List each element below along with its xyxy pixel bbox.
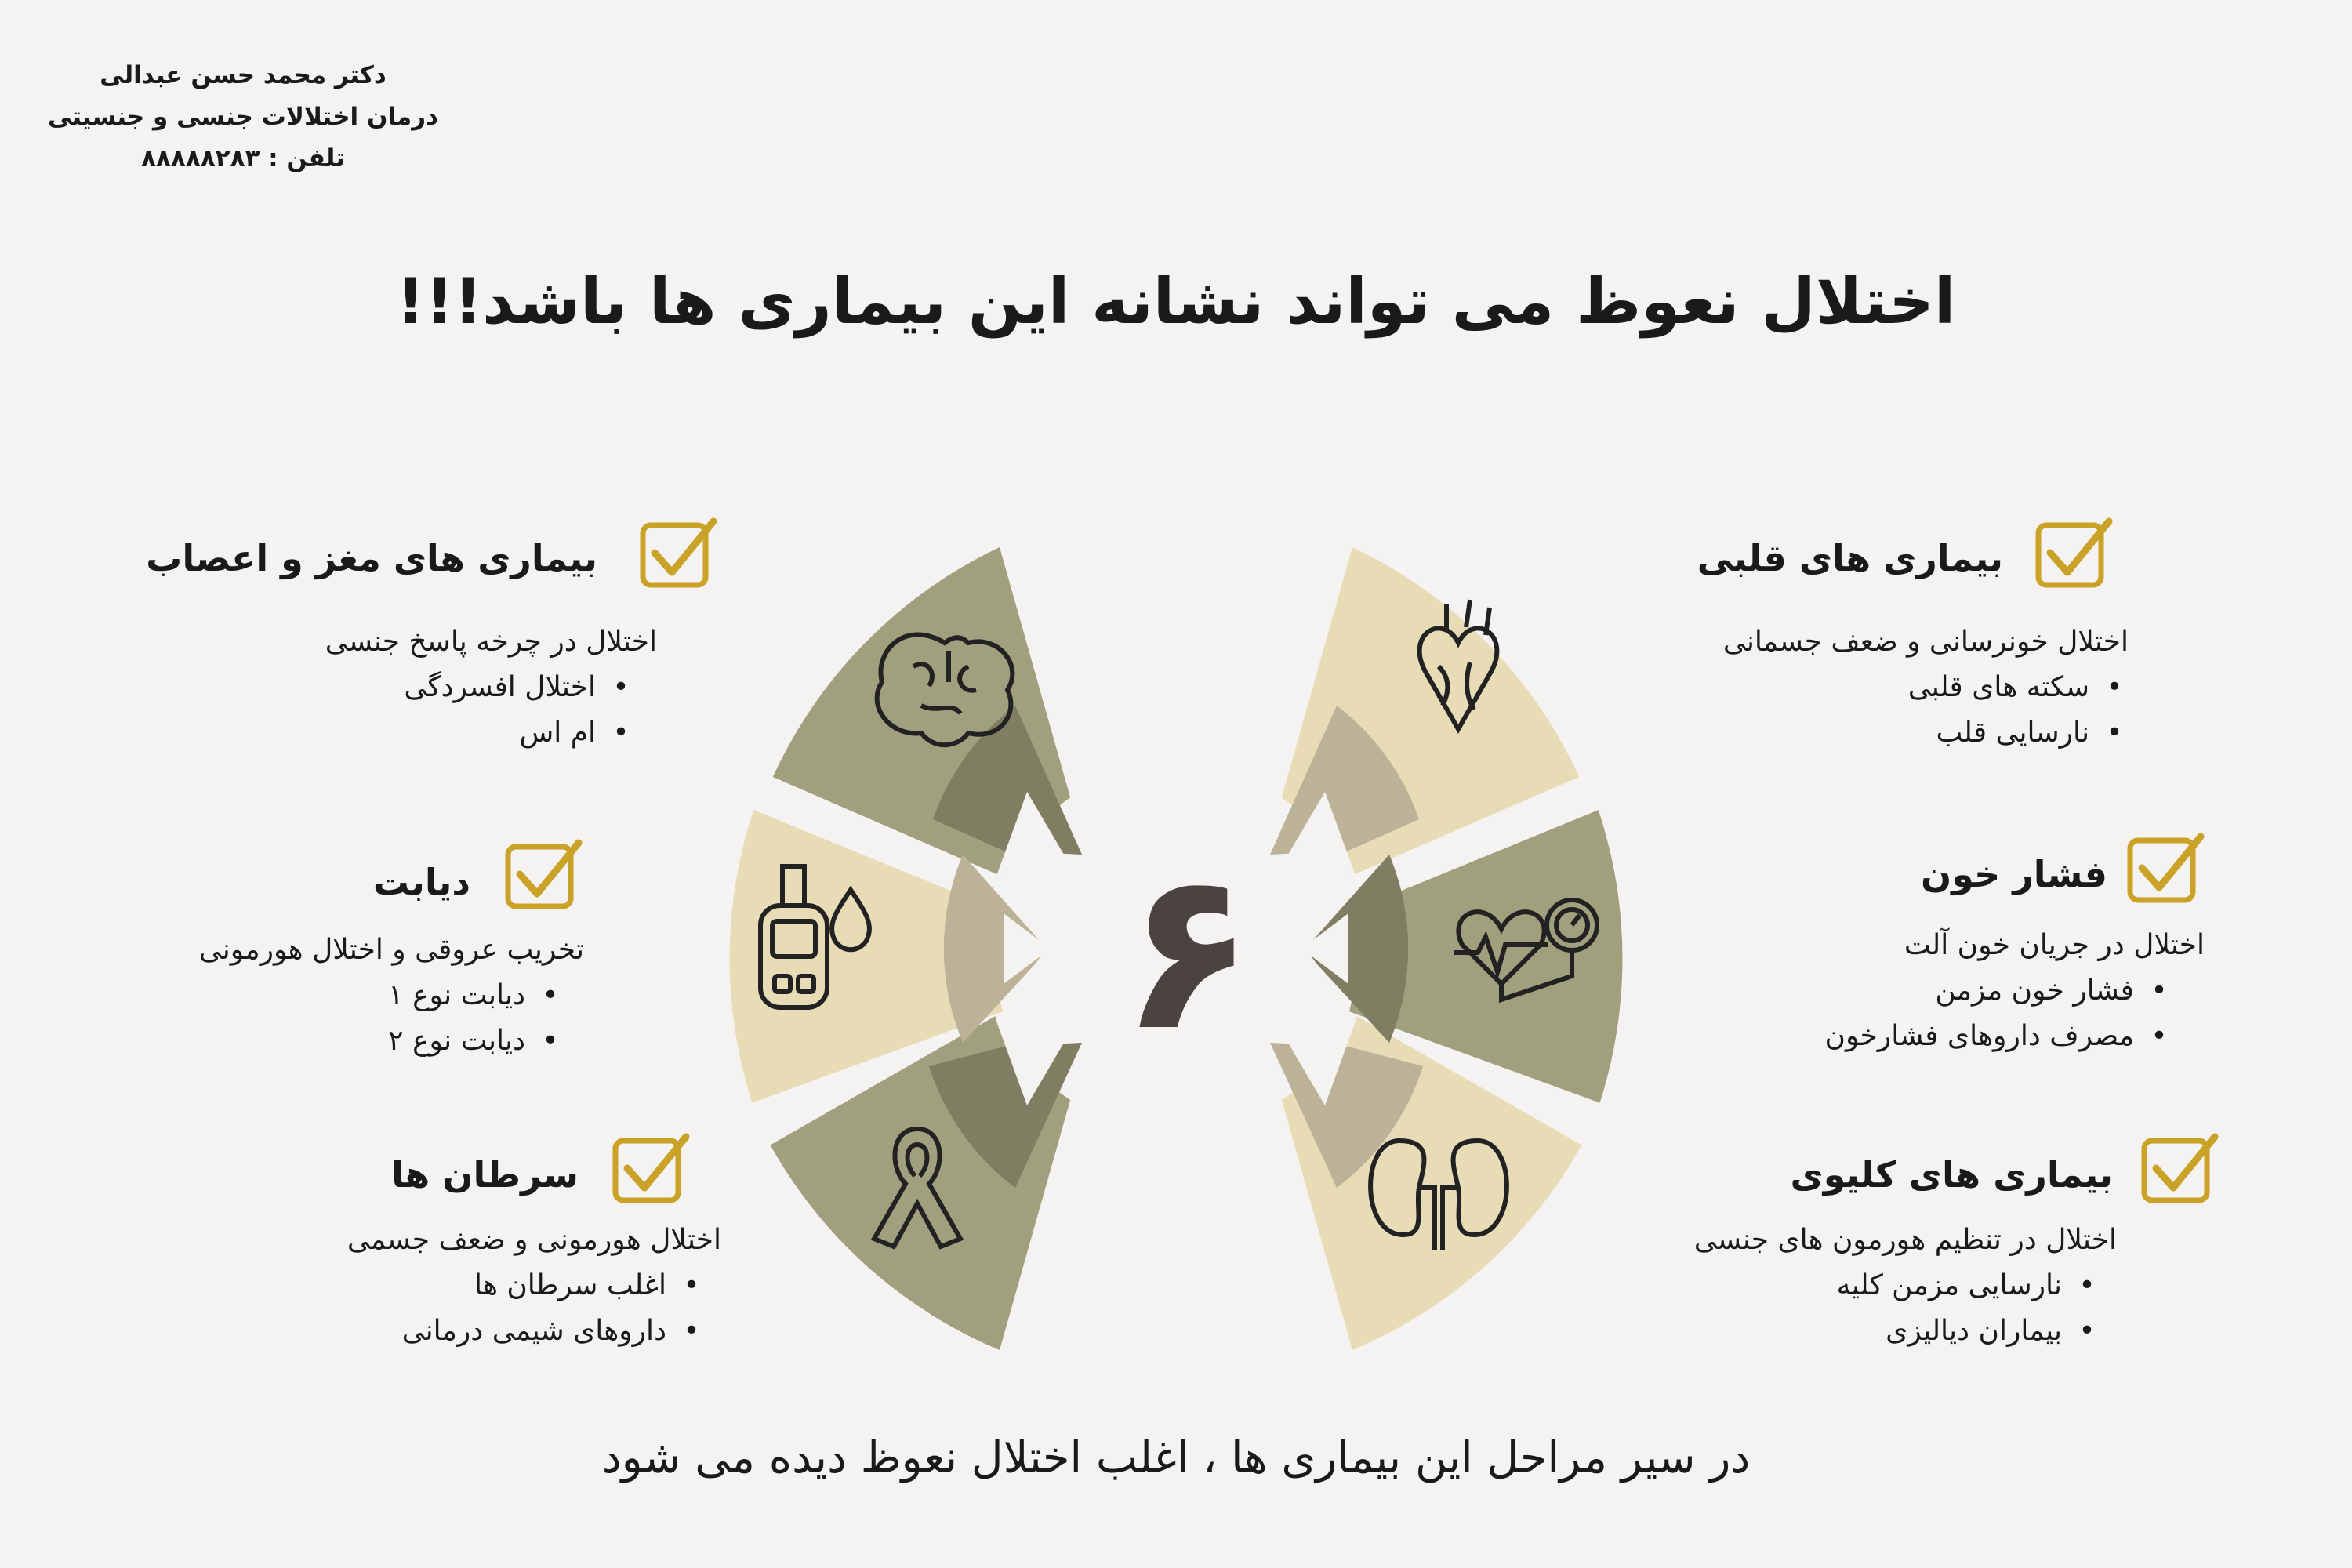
list-item: • اغلب سرطان ها: [402, 1263, 706, 1308]
doctor-phone: تلفن : ۸۸۸۸۸۲۸۳: [141, 144, 345, 172]
card-description: اختلال در تنظیم هورمون های جنسی: [1693, 1224, 2117, 1256]
card-heading: دیابت: [372, 861, 470, 903]
footer-note: در سیر مراحل این بیماری ها ، اغلب اختلال نعوظ دیده می شود: [601, 1432, 1751, 1483]
checkbox-icon: [2126, 833, 2205, 905]
card-bullets: [402, 1263, 706, 1354]
list-item: • بیماران دیالیزی: [1837, 1308, 2101, 1354]
card-heading: بیماری های مغز و اعصاب: [146, 537, 597, 579]
page-title: اختلال نعوظ می تواند نشانه این بیماری ها باشد!!!: [396, 265, 1956, 338]
card-description: اختلال در جریان خون آلت: [1904, 929, 2205, 961]
card-heading: فشار خون: [1921, 853, 2107, 895]
card-description: تخریب عروقی و اختلال هورمونی: [198, 934, 584, 966]
card-description: اختلال خونرسانی و ضعف جسمانی: [1722, 626, 2129, 658]
list-item: • داروهای شیمی درمانی: [402, 1308, 706, 1354]
doctor-name: دکتر محمد حسن عبدالی: [100, 61, 387, 89]
list-item: • نارسایی مزمن کلیه: [1837, 1263, 2101, 1308]
list-item: • مصرف داروهای فشارخون: [1825, 1014, 2173, 1059]
checkbox-icon: [504, 839, 583, 911]
list-item: • اختلال افسردگی: [404, 665, 635, 710]
card-bullets: [404, 665, 635, 756]
card-bullets: [1825, 968, 2173, 1059]
list-item: • سکته های قلبی: [1908, 665, 2129, 710]
checkbox-icon: [612, 1133, 690, 1205]
list-item: • ام اس: [404, 710, 635, 756]
card-bullets: [1837, 1263, 2101, 1354]
card-heading: سرطان ها: [391, 1153, 579, 1196]
card-heading: بیماری های قلبی: [1697, 537, 2003, 579]
checkbox-icon: [639, 517, 717, 590]
checkbox-icon: [2034, 517, 2113, 590]
card-bullets: [1908, 665, 2129, 756]
checkbox-icon: [2140, 1133, 2219, 1205]
list-item: • دیابت نوع ۲: [388, 1018, 564, 1064]
card-description: اختلال در چرخه پاسخ جنسی: [325, 626, 657, 658]
card-heading: بیماری های کلیوی: [1790, 1153, 2113, 1196]
center-number: ۶: [1120, 824, 1255, 1080]
card-description: اختلال هورمونی و ضعف جسمی: [347, 1224, 721, 1256]
list-item: • دیابت نوع ۱: [388, 973, 564, 1018]
card-bullets: [388, 973, 564, 1064]
doctor-specialty: درمان اختلالات جنسی و جنسیتی: [48, 103, 438, 131]
list-item: • نارسایی قلب: [1908, 710, 2129, 756]
list-item: • فشار خون مزمن: [1825, 968, 2173, 1014]
